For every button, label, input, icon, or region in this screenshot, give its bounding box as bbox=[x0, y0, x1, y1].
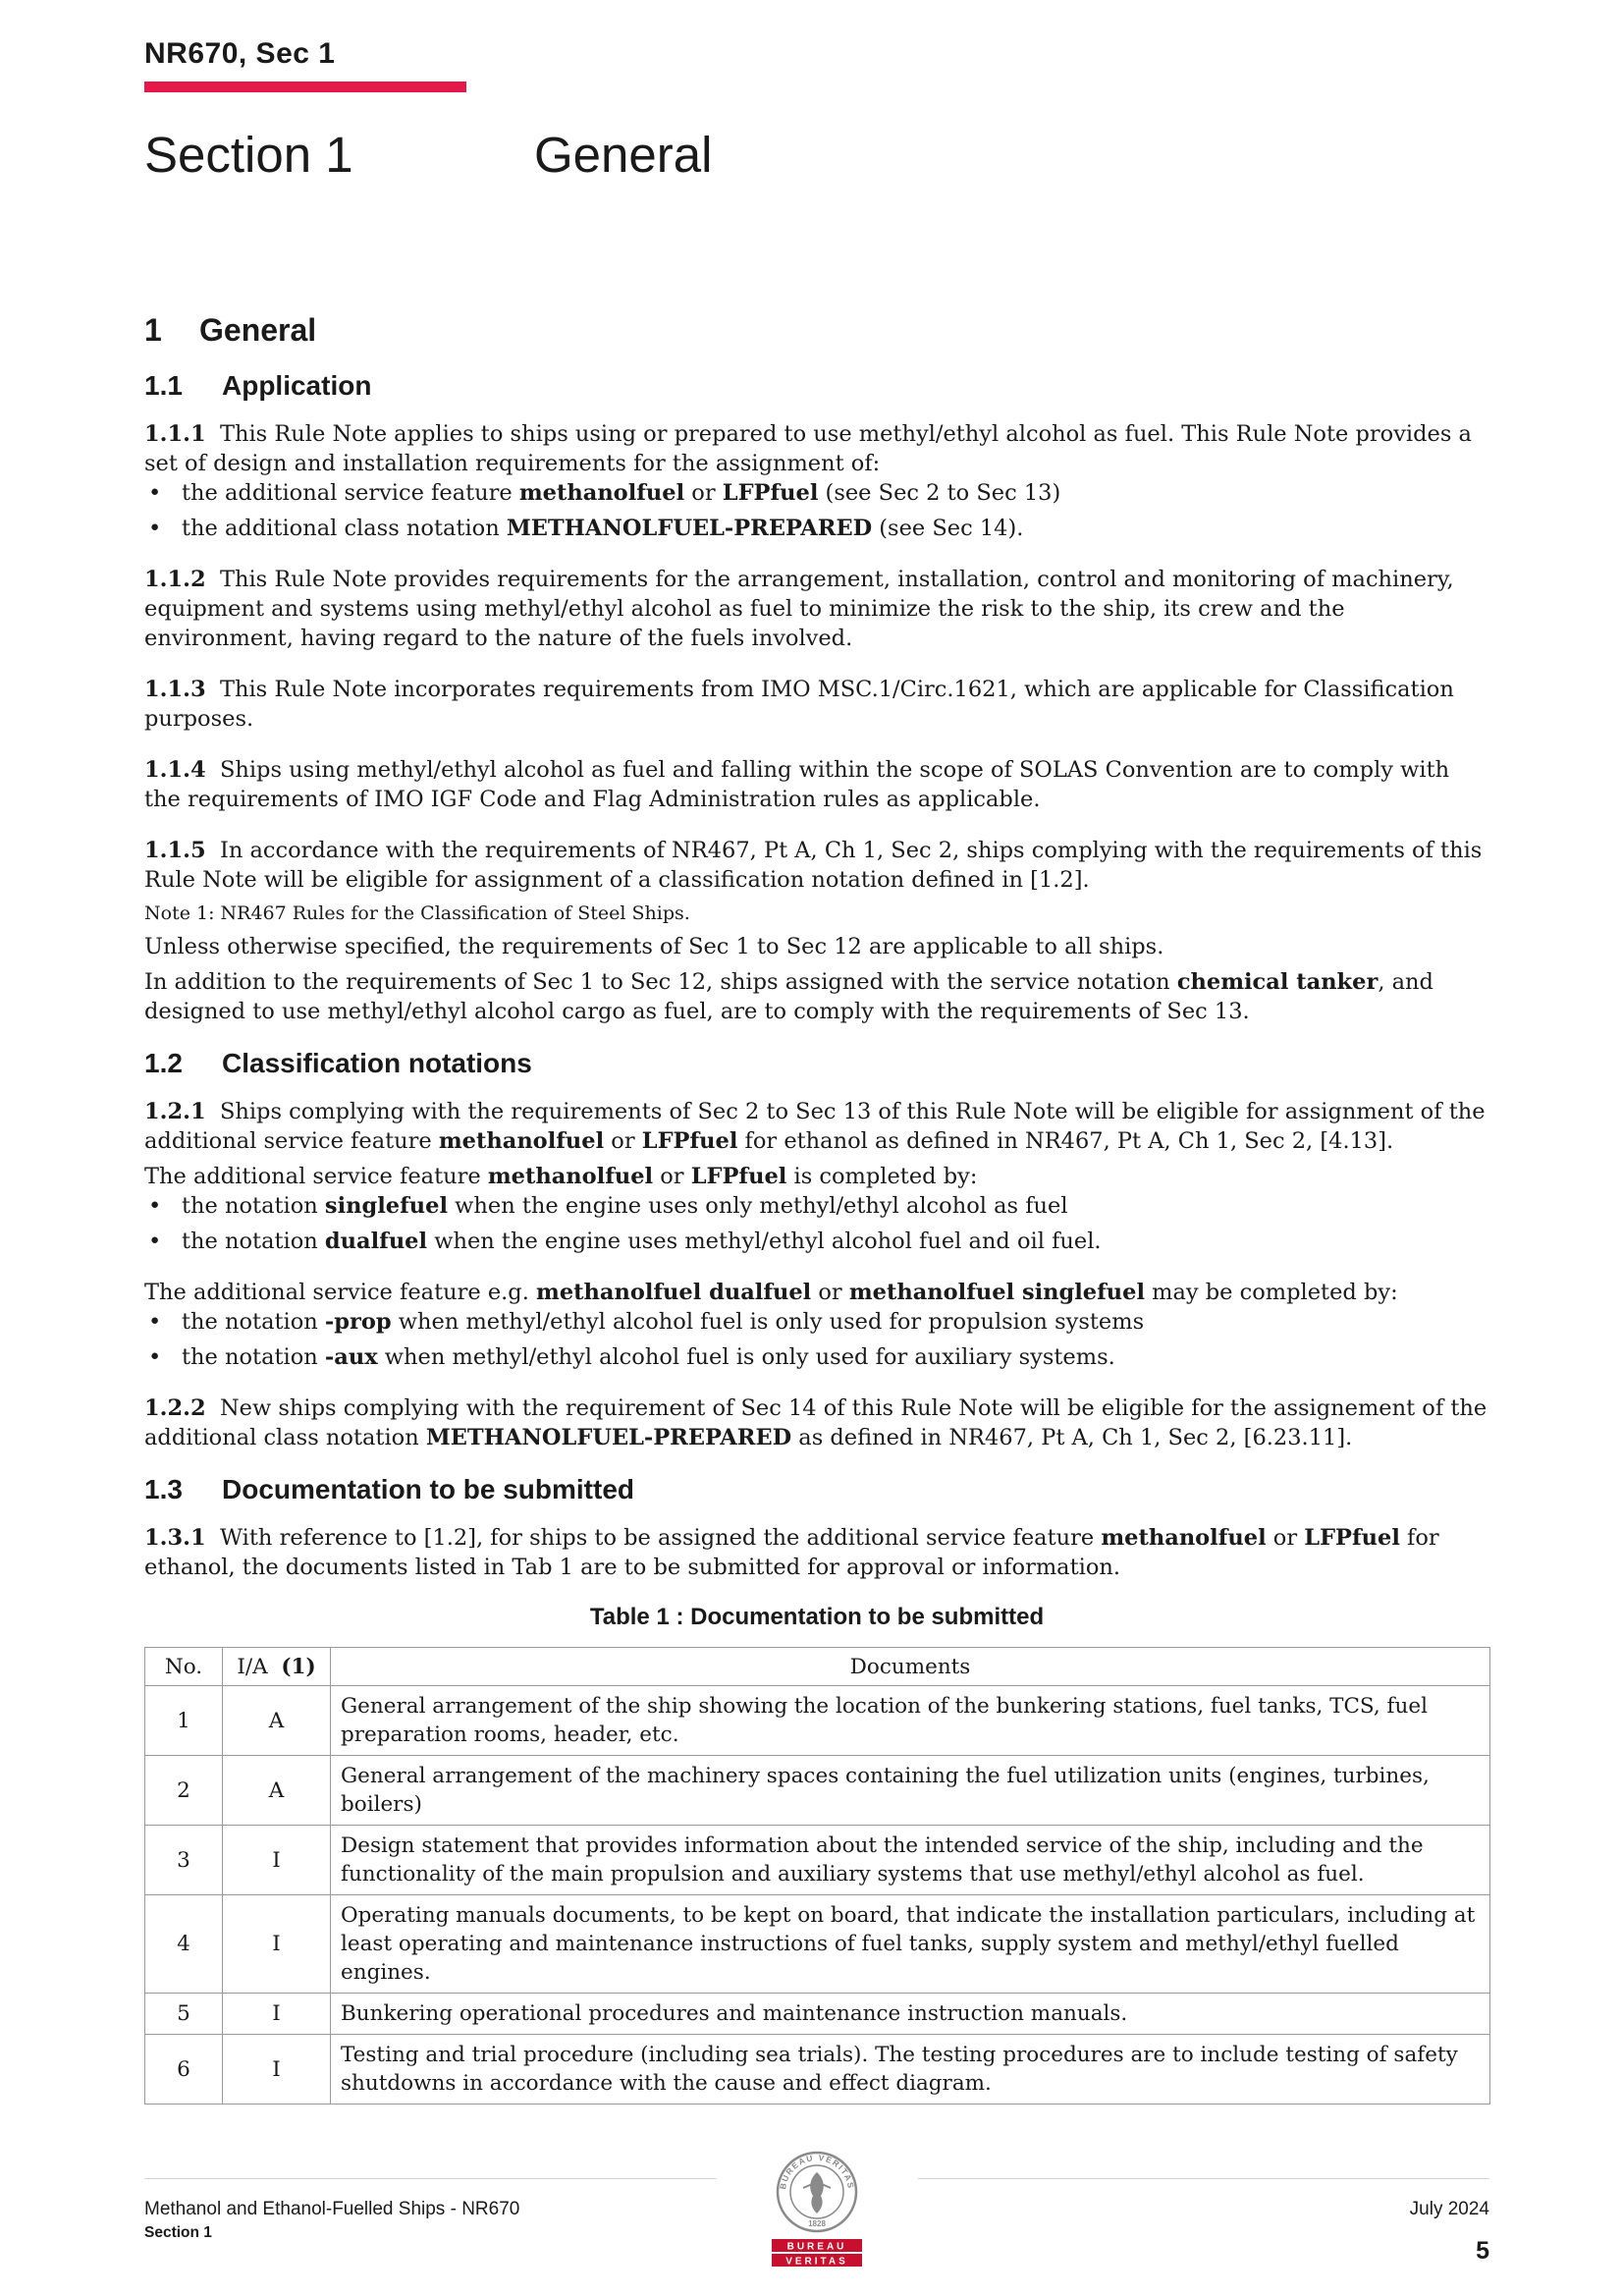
table-row: 3 I Design statement that provides information about the intended service of the ship, including and the functionality of the main propulsion and auxiliary systems that use methyl/ethyl alcohol as fuel. bbox=[145, 1826, 1490, 1895]
list-notations-use bbox=[144, 1307, 1489, 1372]
table-row: 6 I Testing and trial procedure (including sea trials). The testing procedures are to include testing of safety shutdowns in accordance with the cause and effect diagram. bbox=[145, 2035, 1490, 2105]
header-accent-bar bbox=[144, 82, 466, 92]
paragraph-1-1-3: 1.1.3 This Rule Note incorporates requirements from IMO MSC.1/Circ.1621, which are applicable for Classification purposes. bbox=[144, 677, 1454, 732]
footer-date: July 2024 bbox=[1409, 2199, 1489, 2219]
paragraph-unless: Unless otherwise specified, the requirements of Sec 1 to Sec 12 are applicable to all ships. bbox=[144, 934, 1164, 959]
header-doc-ref: NR670, Sec 1 bbox=[144, 37, 336, 70]
heading-1-3: 1.3 Documentation to be submitted bbox=[144, 1474, 634, 1504]
logo-word-2: VERITAS bbox=[785, 2256, 848, 2268]
paragraph-1-2-2: 1.2.2 New ships complying with the requirement of Sec 14 of this Rule Note will be eligible for the assignement of the additional class notation METHANOLFUEL-PREPARED as defined in NR467, Pt A, Ch 1, Sec 2, [6.23.11]. bbox=[144, 1395, 1487, 1450]
table-row: 1 A General arrangement of the ship showing the location of the bunkering stations, fuel tanks, TCS, fuel preparation rooms, header, etc. bbox=[145, 1686, 1490, 1756]
document-body bbox=[144, 312, 1489, 2105]
list-item: • the additional class notation METHANOLFUEL-PREPARED (see Sec 14). bbox=[148, 516, 1024, 541]
paragraph-1-1-5: 1.1.5 In accordance with the requirements of NR467, Pt A, Ch 1, Sec 2, ships complying with the requirements of this Rule Note will be eligible for assignment of a classification notation defined in [1.2]. bbox=[144, 838, 1483, 893]
logo-word-1: BUREAU bbox=[786, 2241, 847, 2253]
heading-1-1: 1.1 Application bbox=[144, 370, 372, 401]
section-number: Section 1 bbox=[144, 127, 353, 183]
table-title: Table 1 : Documentation to be submitted bbox=[589, 1604, 1045, 1630]
paragraph-service-feature: The additional service feature methanolfuel or LFPfuel is completed by: bbox=[144, 1164, 978, 1189]
section-title bbox=[144, 126, 712, 184]
list-item: • the notation -prop when methyl/ethyl alcohol fuel is only used for propulsion systems bbox=[148, 1309, 1145, 1335]
paragraph-1-1-4: 1.1.4 Ships using methyl/ethyl alcohol as fuel and falling within the scope of SOLAS Convention are to comply with the requirements of IMO IGF Code and Flag Administration rules as applicable. bbox=[144, 757, 1450, 812]
footer-divider-left bbox=[144, 2178, 717, 2179]
paragraph-1-1-2: 1.1.2 This Rule Note provides requirements for the arrangement, installation, control and monitoring of machinery, equipment and systems using methyl/ethyl alcohol as fuel to minimize the risk to the ship, its crew and the environment, having regard to the nature of the fuels involved. bbox=[144, 567, 1454, 651]
table-row: 4 I Operating manuals documents, to be kept on board, that indicate the installation particulars, including at least operating and maintenance instructions of fuel tanks, supply system and methyl/ethyl fuelled engines. bbox=[145, 1895, 1490, 1994]
logo-year: 1828 bbox=[808, 2219, 826, 2228]
list-1-1-1 bbox=[144, 478, 1489, 543]
paragraph-1-1-1: 1.1.1 This Rule Note applies to ships using or prepared to use methyl/ethyl alcohol as fuel. This Rule Note provides a set of design and installation requirements for the assignment of: bbox=[144, 421, 1472, 476]
heading-1-2: 1.2 Classification notations bbox=[144, 1048, 532, 1078]
paragraph-in-addition: In addition to the requirements of Sec 1 to Sec 12, ships assigned with the service notation chemical tanker, and designed to use methyl/ethyl alcohol cargo as fuel, are to comply with the requirements of Sec 13. bbox=[144, 969, 1433, 1024]
col-header-no: No. bbox=[145, 1648, 223, 1686]
documentation-table bbox=[144, 1647, 1490, 2105]
list-item: • the notation singlefuel when the engine uses only methyl/ethyl alcohol as fuel bbox=[148, 1193, 1068, 1219]
col-header-documents: Documents bbox=[331, 1648, 1490, 1686]
bureau-veritas-logo bbox=[768, 2149, 866, 2270]
table-header-row bbox=[145, 1648, 1490, 1686]
paragraph-1-2-1: 1.2.1 Ships complying with the requirements of Sec 2 to Sec 13 of this Rule Note will be eligible for assignment of the additional service feature methanolfuel or LFPfuel for ethanol as defined in NR467, Pt A, Ch 1, Sec 2, [4.13]. bbox=[144, 1099, 1486, 1154]
list-item: • the notation dualfuel when the engine uses methyl/ethyl alcohol fuel and oil fuel. bbox=[148, 1229, 1102, 1254]
paragraph-1-3-1: 1.3.1 With reference to [1.2], for ships to be assigned the additional service feature methanolfuel or LFPfuel for ethanol, the documents listed in Tab 1 are to be submitted for approval or information. bbox=[144, 1525, 1439, 1580]
list-item: • the notation -aux when methyl/ethyl alcohol fuel is only used for auxiliary systems. bbox=[148, 1344, 1115, 1370]
table-row: 2 A General arrangement of the machinery spaces containing the fuel utilization units (engines, turbines, boilers) bbox=[145, 1756, 1490, 1826]
table-row: 5 I Bunkering operational procedures and maintenance instruction manuals. bbox=[145, 1994, 1490, 2035]
list-item: • the additional service feature methanolfuel or LFPfuel (see Sec 2 to Sec 13) bbox=[148, 480, 1061, 506]
footer-divider-right bbox=[918, 2178, 1489, 2179]
section-name: General bbox=[534, 127, 713, 183]
paragraph-eg: The additional service feature e.g. methanolfuel dualfuel or methanolfuel singlefuel may be completed by: bbox=[144, 1280, 1398, 1305]
footer-doc-title: Methanol and Ethanol-Fuelled Ships - NR670 bbox=[144, 2199, 520, 2219]
footer-left bbox=[144, 2198, 519, 2245]
heading-1: 1 General bbox=[144, 312, 317, 348]
page-number: 5 bbox=[1476, 2237, 1489, 2265]
col-header-ia: I/A (1) bbox=[223, 1648, 331, 1686]
note-1: Note 1: NR467 Rules for the Classification of Steel Ships. bbox=[144, 902, 690, 924]
list-notations-fuel bbox=[144, 1191, 1489, 1256]
footer-section: Section 1 bbox=[144, 2224, 212, 2241]
logo-arc-text: BUREAU VERITAS bbox=[777, 2152, 856, 2191]
